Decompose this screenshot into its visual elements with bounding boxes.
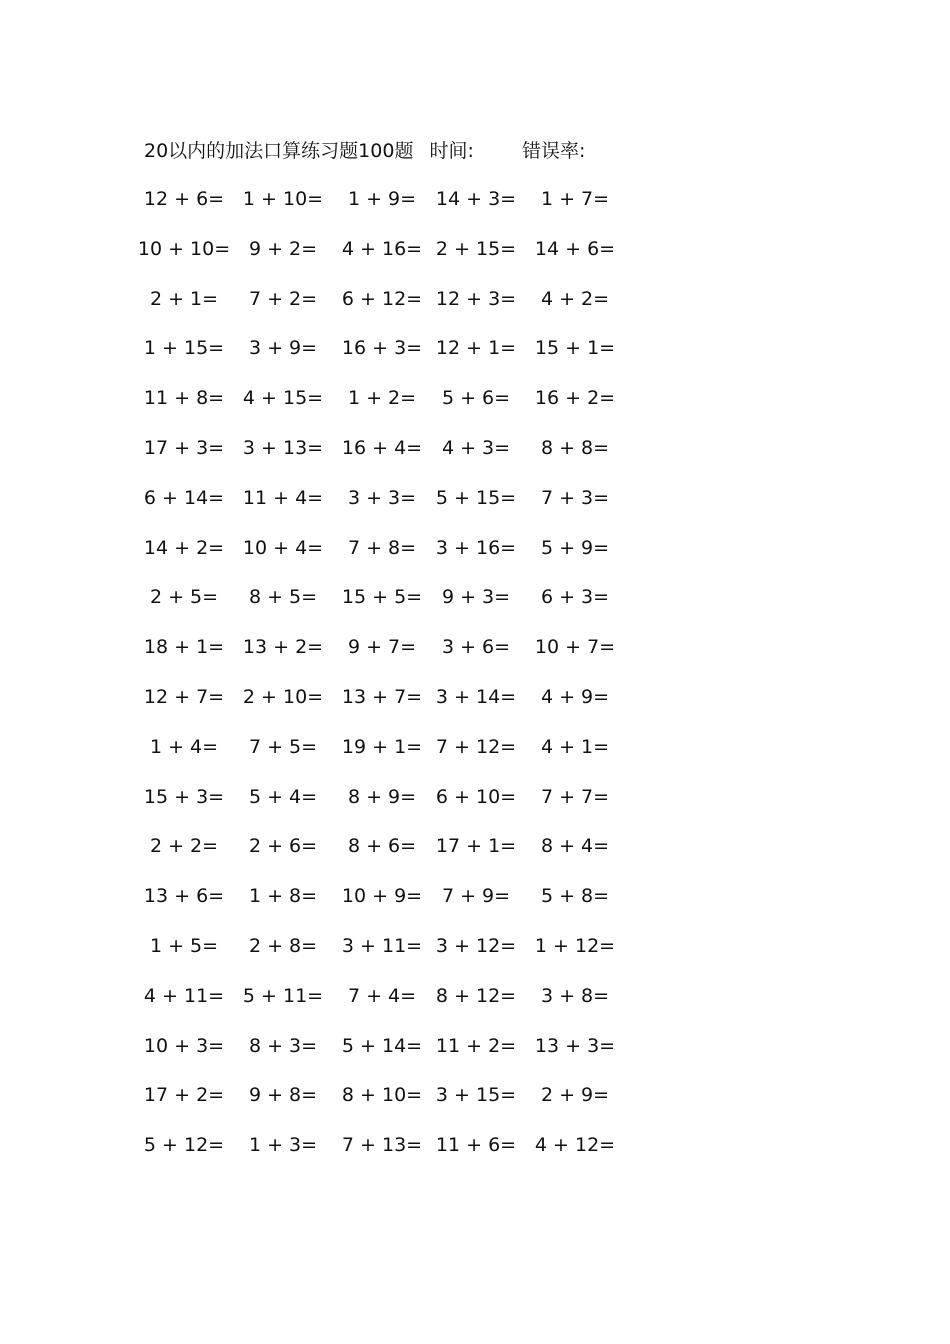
problem-row xyxy=(0,1031,950,1061)
problem-item: 2 + 8= xyxy=(248,935,318,957)
problem-item: 6 + 3= xyxy=(540,586,610,608)
problem-item: 8 + 4= xyxy=(540,835,610,857)
problem-item: 1 + 12= xyxy=(534,935,616,957)
problem-item: 3 + 15= xyxy=(435,1084,517,1106)
problem-item: 12 + 6= xyxy=(143,188,225,210)
problem-row xyxy=(0,732,950,762)
problem-item: 18 + 1= xyxy=(143,636,225,658)
problem-item: 13 + 2= xyxy=(242,636,324,658)
problem-row xyxy=(0,533,950,563)
problem-row xyxy=(0,184,950,214)
problem-item: 5 + 9= xyxy=(540,537,610,559)
problem-item: 16 + 3= xyxy=(341,337,423,359)
problem-row xyxy=(0,333,950,363)
problem-item: 3 + 14= xyxy=(435,686,517,708)
problem-item: 6 + 10= xyxy=(435,786,517,808)
problem-item: 4 + 12= xyxy=(534,1134,616,1156)
problem-row xyxy=(0,582,950,612)
problem-row xyxy=(0,632,950,662)
problem-row xyxy=(0,234,950,264)
problem-item: 3 + 11= xyxy=(341,935,423,957)
problem-item: 7 + 13= xyxy=(341,1134,423,1156)
problem-item: 1 + 9= xyxy=(347,188,417,210)
problem-item: 7 + 7= xyxy=(540,786,610,808)
problem-item: 14 + 3= xyxy=(435,188,517,210)
problem-item: 17 + 3= xyxy=(143,437,225,459)
problem-item: 15 + 1= xyxy=(534,337,616,359)
problem-row xyxy=(0,1130,950,1160)
problem-item: 14 + 2= xyxy=(143,537,225,559)
problem-row xyxy=(0,284,950,314)
problem-item: 5 + 11= xyxy=(242,985,324,1007)
problem-item: 1 + 15= xyxy=(143,337,225,359)
problem-item: 10 + 4= xyxy=(242,537,324,559)
problem-item: 8 + 3= xyxy=(248,1035,318,1057)
problem-item: 1 + 4= xyxy=(149,736,219,758)
problem-item: 2 + 1= xyxy=(149,288,219,310)
problem-row xyxy=(0,981,950,1011)
problem-item: 9 + 7= xyxy=(347,636,417,658)
problem-item: 5 + 15= xyxy=(435,487,517,509)
problem-item: 11 + 4= xyxy=(242,487,324,509)
problem-item: 2 + 5= xyxy=(149,586,219,608)
problem-item: 9 + 2= xyxy=(248,238,318,260)
problem-row xyxy=(0,831,950,861)
problem-item: 3 + 8= xyxy=(540,985,610,1007)
problem-item: 7 + 9= xyxy=(441,885,511,907)
problem-item: 13 + 7= xyxy=(341,686,423,708)
problem-item: 17 + 2= xyxy=(143,1084,225,1106)
problem-item: 13 + 6= xyxy=(143,885,225,907)
problem-item: 11 + 6= xyxy=(435,1134,517,1156)
problem-item: 5 + 6= xyxy=(441,387,511,409)
problem-item: 11 + 8= xyxy=(143,387,225,409)
problem-item: 8 + 6= xyxy=(347,835,417,857)
problem-item: 12 + 1= xyxy=(435,337,517,359)
problem-item: 14 + 6= xyxy=(534,238,616,260)
problem-row xyxy=(0,483,950,513)
problem-item: 2 + 10= xyxy=(242,686,324,708)
problem-item: 7 + 4= xyxy=(347,985,417,1007)
problem-item: 1 + 8= xyxy=(248,885,318,907)
problem-item: 6 + 12= xyxy=(341,288,423,310)
problem-item: 8 + 12= xyxy=(435,985,517,1007)
problem-item: 2 + 2= xyxy=(149,835,219,857)
problem-item: 4 + 3= xyxy=(441,437,511,459)
problem-item: 7 + 8= xyxy=(347,537,417,559)
problem-item: 4 + 11= xyxy=(143,985,225,1007)
problem-item: 4 + 15= xyxy=(242,387,324,409)
problem-item: 6 + 14= xyxy=(143,487,225,509)
problem-item: 5 + 8= xyxy=(540,885,610,907)
problem-item: 10 + 3= xyxy=(143,1035,225,1057)
problem-item: 3 + 3= xyxy=(347,487,417,509)
problem-item: 4 + 9= xyxy=(540,686,610,708)
problem-item: 2 + 9= xyxy=(540,1084,610,1106)
problem-item: 9 + 8= xyxy=(248,1084,318,1106)
problem-item: 10 + 10= xyxy=(137,238,231,260)
problem-item: 19 + 1= xyxy=(341,736,423,758)
problem-item: 12 + 7= xyxy=(143,686,225,708)
problem-item: 7 + 5= xyxy=(248,736,318,758)
problem-item: 7 + 2= xyxy=(248,288,318,310)
problem-item: 3 + 6= xyxy=(441,636,511,658)
worksheet-title: 20以内的加法口算练习题100题 xyxy=(144,140,414,162)
problem-row xyxy=(0,682,950,712)
problem-item: 1 + 2= xyxy=(347,387,417,409)
problem-item: 8 + 10= xyxy=(341,1084,423,1106)
problem-row xyxy=(0,881,950,911)
problem-item: 4 + 1= xyxy=(540,736,610,758)
problem-item: 11 + 2= xyxy=(435,1035,517,1057)
problem-item: 10 + 9= xyxy=(341,885,423,907)
problem-item: 1 + 7= xyxy=(540,188,610,210)
problem-item: 1 + 10= xyxy=(242,188,324,210)
problem-item: 4 + 16= xyxy=(341,238,423,260)
problem-item: 1 + 5= xyxy=(149,935,219,957)
problem-item: 7 + 12= xyxy=(435,736,517,758)
problem-item: 3 + 9= xyxy=(248,337,318,359)
problem-item: 16 + 4= xyxy=(341,437,423,459)
problem-row xyxy=(0,383,950,413)
problem-row xyxy=(0,433,950,463)
problem-item: 9 + 3= xyxy=(441,586,511,608)
problem-item: 1 + 3= xyxy=(248,1134,318,1156)
problem-row xyxy=(0,782,950,812)
problem-item: 8 + 9= xyxy=(347,786,417,808)
problem-item: 8 + 8= xyxy=(540,437,610,459)
problem-item: 17 + 1= xyxy=(435,835,517,857)
problem-item: 3 + 16= xyxy=(435,537,517,559)
problem-item: 4 + 2= xyxy=(540,288,610,310)
problem-item: 5 + 4= xyxy=(248,786,318,808)
problem-row xyxy=(0,1080,950,1110)
problem-item: 8 + 5= xyxy=(248,586,318,608)
problem-item: 2 + 6= xyxy=(248,835,318,857)
problem-item: 3 + 13= xyxy=(242,437,324,459)
problem-item: 3 + 12= xyxy=(435,935,517,957)
problem-item: 10 + 7= xyxy=(534,636,616,658)
problem-item: 16 + 2= xyxy=(534,387,616,409)
error-rate-label: 错误率: xyxy=(521,140,586,162)
problem-item: 15 + 5= xyxy=(341,586,423,608)
problem-item: 2 + 15= xyxy=(435,238,517,260)
time-label: 时间: xyxy=(429,140,474,162)
problem-item: 15 + 3= xyxy=(143,786,225,808)
problem-item: 5 + 12= xyxy=(143,1134,225,1156)
problem-item: 5 + 14= xyxy=(341,1035,423,1057)
problem-item: 13 + 3= xyxy=(534,1035,616,1057)
problem-row xyxy=(0,931,950,961)
problem-item: 7 + 3= xyxy=(540,487,610,509)
problem-item: 12 + 3= xyxy=(435,288,517,310)
